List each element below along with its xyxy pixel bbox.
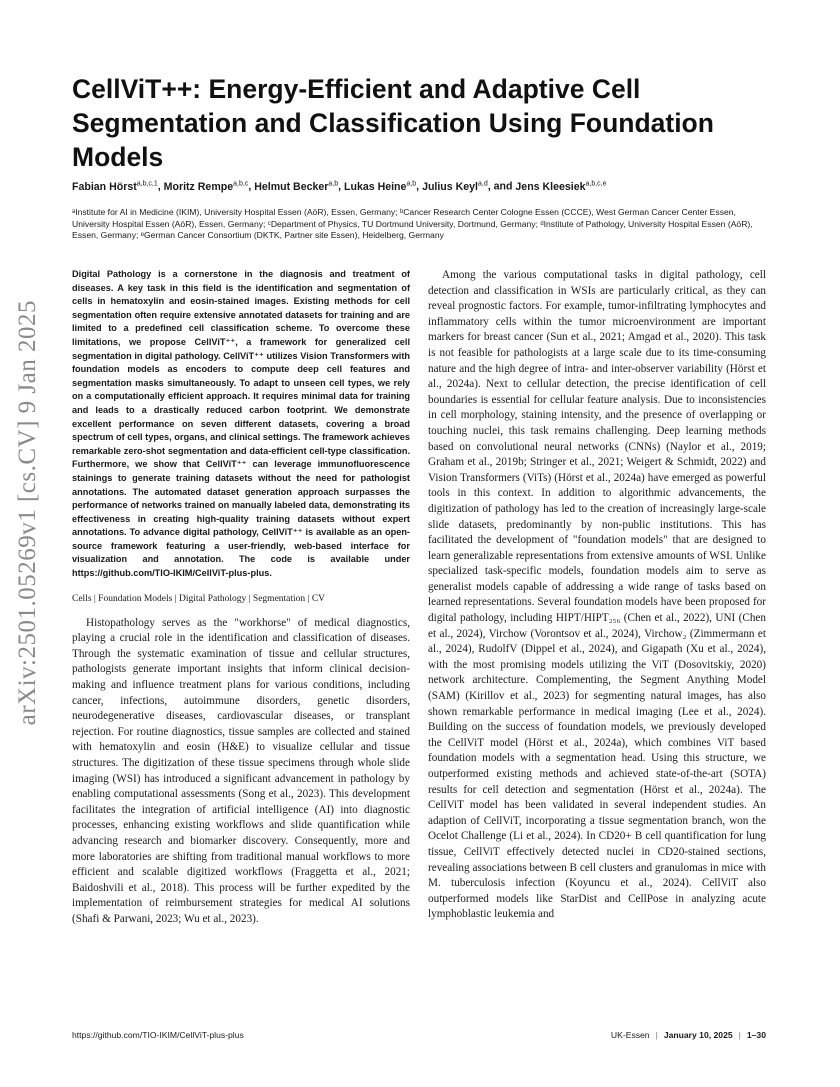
footer-meta: UK-Essen | January 10, 2025 | 1–30 [610,1030,766,1040]
footer-institution: UK-Essen [610,1030,650,1040]
left-column [72,268,410,928]
footer-repo-link[interactable]: https://github.com/TIO-IKIM/CellViT-plus-plus [72,1030,244,1040]
author: Lukas Heine$^{a,b}$ [344,180,417,193]
intro-paragraph-continued: Among the various computational tasks in digital pathology, cell detection and classification in WSIs are particularly critical, as they can reveal prognostic factors. For example, tumor-infiltrating lymphocytes and inflammatory cells within the tumor microenvironment are important markers for breast cancer (Sun et al., 2021; Amgad et al., 2020). This task is not feasible for pathologists at a large scale due to its time-consuming nature and the high degree of intra- and inter-observer variability (Hörst et al., 2024a). Next to cellular detection, the precise identification of cell boundaries is essential for cellular feature analysis. Due to inconsistencies in cell morphology, staining intensity, and the presence of overlapping or touching nuclei, this task remains challenging. Deep learning methods based on convolutional neural networks (CNNs) (Naylor et al., 2019; Graham et al., 2019b; Stringer et al., 2021; Weigert & Schmidt, 2022) and Vision Transformers (ViTs) (Hörst et al., 2024a) have emerged as powerful tools in this context. In addition to algorithmic advancements, the digitization of pathology has led to the creation of increasingly large-scale slide datasets, predominantly by non-public institutions. This has facilitated the development of "foundation models" that are designed to learn generalizable representations from extensive amounts of WSI. Unlike specialized task-specific models, foundation models aim to serve as generalist models capable of addressing a wide range of tasks based on learned representations. Several foundation models have been proposed for digital pathology, including HIPT/HIPT₂₅₆ (Chen et al., 2022), UNI (Chen et al., 2024), Virchow (Vorontsov et al., 2024), Virchow₂ (Zimmermann et al., 2024), RudolfV (Dippel et al., 2024), and Gigapath (Xu et al., 2024), with the most promising models utilizing the ViT (Dosovitskiy, 2020) network architecture. Complementing, the Segment Anything Model (SAM) (Kirillov et al., 2023) for segmenting natural images, has also shown remarkable performance in medical imaging (Lee et al., 2024). Building on the success of foundation models, we previously developed the CellViT model (Hörst et al., 2024a), which combines ViT based foundation models with a segmentation head. Using this structure, we outperformed existing methods and achieved state-of-the-art (SOTA) results for cell detection and segmentation (Hörst et al., 2024a). The CellViT model has been validated in several independent studies. An adaption of CellViT, incorporating a tissue segmentation branch, won the Ocelot Challenge (Li et al., 2024). In CD20+ B cell quantification for lung tissue, CellViT effectively detected nuclei in CD20-stained sections, revealing associations between B cell clusters and granulomas in mice with M. tuberculosis infection (Koyuncu et al., 2024). CellViT also outperformed models like StarDist and CellPose in analyzing acute lymphoblastic leukemia and [428,269,766,921]
keywords: Cells | Foundation Models | Digital Pathology | Segmentation | CV [72,593,326,604]
abstract: Digital Pathology is a cornerstone in the diagnosis and treatment of diseases. A key task in this field is the identification and segmentation of cells in hematoxylin and eosin-stained images. Existing methods for cell segmentation often require extensive annotated datasets for training and are limited to a predefined cell classification scheme. To overcome these limitations, we propose CellViT⁺⁺, a framework for generalized cell segmentation in digital pathology. CellViT⁺⁺ utilizes Vision Transformers with foundation models as encoders to compute deep cell features and segmentation masks simultaneously. To adapt to unseen cell types, we rely on a computationally efficient approach. It requires minimal data for training and leads to a drastically reduced carbon footprint. We demonstrate excellent performance on seven different datasets, covering a broad spectrum of cell types, organs, and clinical settings. The framework achieves remarkable zero-shot segmentation and data-efficient cell-type classification. Furthermore, we show that CellViT⁺⁺ can leverage immunofluorescence stainings to generate training datasets without the need for pathologist annotations. The automated dataset generation approach surpasses the performance of networks trained on manually labeled data, demonstrating its effectiveness in creating high-quality training datasets without expert annotations. To advance digital pathology, CellViT⁺⁺ is available as an open-source framework featuring a user-friendly, web-based interface for visualization and annotation. The code is available under https://github.com/TIO-IKIM/CellViT-plus-plus. [72,269,410,579]
footer-pages: 1–30 [746,1030,766,1040]
footer-date: January 10, 2025 [663,1030,733,1040]
right-column [428,268,766,923]
page-footer [72,1030,766,1044]
author: Fabian Hörst$^{a,b,c,1}$ [72,180,158,193]
arxiv-identifier: arXiv:2501.05269v1 [cs.CV] 9 Jan 2025 [14,300,41,726]
author-list: Fabian Hörst$^{a,b,c,1}$, Moritz Rempe$^{a,b,c}$, Helmut Becker$^{a,b}$, Lukas Heine$^{a,b}$, Julius Keyl$^{a,d}$, and Jens Kleesiek$^{a,b,c,e}$ [72,180,607,193]
author: Helmut Becker$^{a,b}$ [254,180,339,193]
author: Jens Kleesiek$^{a,b,c,e}$ [515,180,607,193]
paper-title: CellViT++: Energy-Efficient and Adaptive Cell Segmentation and Classification Using Foundation Models [72,74,714,172]
affiliations: ᵃInstitute for AI in Medicine (IKIM), University Hospital Essen (AöR), Essen, Germany; ᵇCancer Research Center Cologne Essen (CCCE), West German Cancer Center Essen, University Hospital Essen (AöR), Essen, Germany; ᶜDepartment of Physics, TU Dortmund University, Dortmund, Germany; ᵈInstitute of Pathology, University Hospital Essen (AöR), Essen, Germany; ᵉGerman Cancer Consortium (DKTK, Partner site Essen), Heidelberg, Germany [72,207,753,240]
author: Moritz Rempe$^{a,b,c}$ [163,180,249,193]
intro-paragraph: Histopathology serves as the "workhorse" of medical diagnostics, playing a crucial role in the identification and classification of diseases. Through the systematic examination of tissue and cellular structures, pathologists generate important insights that inform clinical decision-making and influence treatment plans for various conditions, including cancer, infections, autoimmune disorders, genetic disorders, neurodegenerative diseases, cardiovascular diseases, or transplant rejection. For routine diagnostics, tissue samples are collected and stained with hematoxylin and eosin (H&E) to visualize cellular and tissue structures. The digitization of these tissue specimens through whole slide imaging (WSI) has introduced a significant advancement in pathology by enabling computational assessments (Song et al., 2023). This development facilitates the integration of artificial intelligence (AI) into diagnostic processes, enhancing existing workflows and slide quantification while advancing research and biomarker discovery. Consequently, more and more laboratories are shifting from traditional manual workflows to more efficient and scalable digitized workflows (Fraggetta et al., 2021; Baidoshvili et al., 2018). This process will be further expedited by the implementation of reimbursement strategies for medical AI solutions (Shafi & Parwani, 2023; Wu et al., 2023). [72,616,410,925]
author: Julius Keyl$^{a,d}$ [422,180,488,193]
arxiv-sidebar-stamp [14,300,58,726]
